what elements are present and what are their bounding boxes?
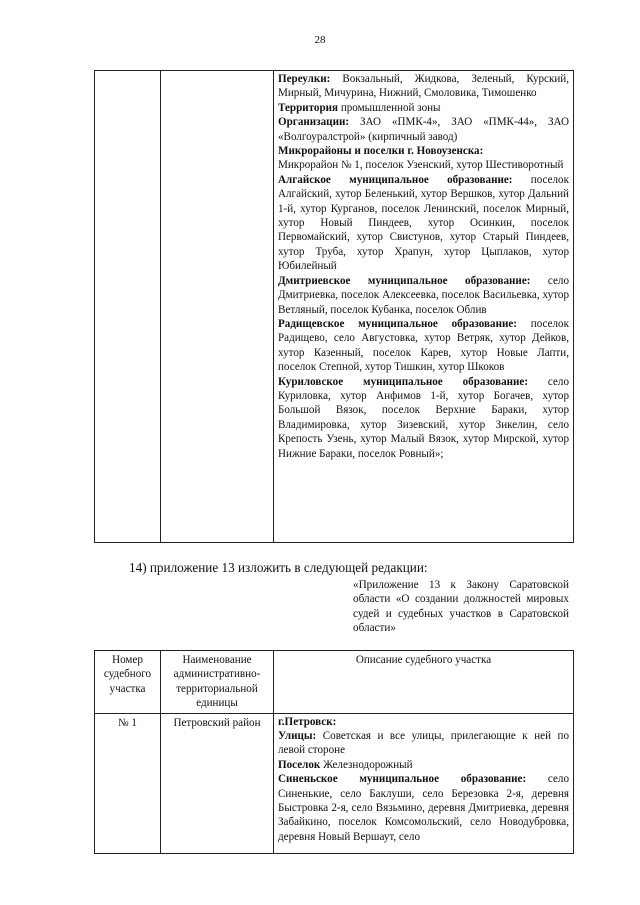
description-paragraph: Радищевское муниципальное образование: поселок Радищево, село Августовка, хутор Ветряк, хутор Дейков, хутор Казенный, поселок Карев, хутор Новые Лапти, поселок Степной, хутор Тишкин, хутор Шкоков	[278, 317, 569, 374]
admin-unit-name: Петровский район	[161, 713, 274, 853]
description-paragraph: Алгайское муниципальное образование: поселок Алгайский, хутор Беленький, хутор Вершков, хутор Дальний 1-й, хутор Курганов, поселок Ленинский, поселок Мирный, хутор Новый Пиндеев, хутор Осинкин, поселок Первомайский, хутор Свистунов, хутор Старый Пиндеев, хутор Труба, хутор Храпун, хутор Цыплаков, хутор Юбилейный	[278, 173, 569, 273]
description-paragraph: г.Петровск:	[278, 715, 337, 728]
header-admin-unit: Наименование административно-территориальной единицы	[161, 651, 274, 714]
description-paragraph: Куриловское муниципальное образование: село Куриловка, хутор Анфимов 1-й, хутор Богачев, хутор Большой Вязок, поселок Верхние Бараки, хутор Владимировка, хутор Зизевский, хутор Зикелин, село Крепость Узень, хутор Малый Вязок, хутор Мирской, хутор Нижние Бараки, поселок Ровный»;	[278, 375, 570, 460]
description-paragraph: Переулки: Вокзальный, Жидкова, Зеленый, Курский, Мирный, Мичурина, Нижний, Смоловика, Тимошенко	[278, 73, 569, 100]
description-paragraph: Микрорайон № 1, поселок Узенский, хутор Шестиворотный	[278, 159, 564, 172]
appendix-heading-quote: «Приложение 13 к Закону Саратовской области «О создании должностей мировых судей и судебных участков в Саратовской области»	[353, 579, 569, 634]
continuation-table	[94, 70, 574, 543]
header-district-description: Описание судебного участка	[274, 651, 574, 714]
description-paragraph: Организации: ЗАО «ПМК-4», ЗАО «ПМК-44», ЗАО «Волгоуралстрой» (кирпичный завод)	[278, 116, 569, 143]
description-paragraph: Территория промышленной зоны	[278, 101, 441, 114]
header-district-number: Номер судебного участка	[95, 651, 161, 714]
description-paragraph: Синеньское муниципальное образование: село Синенькие, село Баклуши, село Березовка 2-я, деревня Быстровка 2-я, село Вязьмино, деревня Дмитриевка, деревня Забайкино, поселок Комсомольский, село Новодубровка, деревня Новый Вершаут, село	[278, 773, 569, 843]
district-number: № 1	[95, 713, 161, 853]
court-districts-table	[94, 650, 574, 854]
empty-unit-cell	[161, 71, 274, 543]
district-description	[274, 713, 574, 853]
description-paragraph: Поселок Железнодорожный	[278, 758, 413, 771]
description-paragraph: Микрорайоны и поселки г. Новоузенска:	[278, 145, 484, 158]
description-paragraph: Дмитриевское муниципальное образование: село Дмитриевка, поселок Алексеевка, поселок Васильевка, хутор Ветляный, поселок Кубанка, поселок Облив	[278, 274, 569, 316]
amendment-item-14: 14) приложение 13 изложить в следующей редакции:	[129, 560, 428, 575]
page-number: 28	[314, 34, 326, 46]
table-row	[95, 713, 574, 853]
table-header-row	[95, 651, 574, 714]
description-paragraph: Улицы: Советская и все улицы, прилегающие к ней по левой стороне	[278, 730, 569, 757]
description-cell	[274, 71, 574, 543]
empty-number-cell	[95, 71, 161, 543]
